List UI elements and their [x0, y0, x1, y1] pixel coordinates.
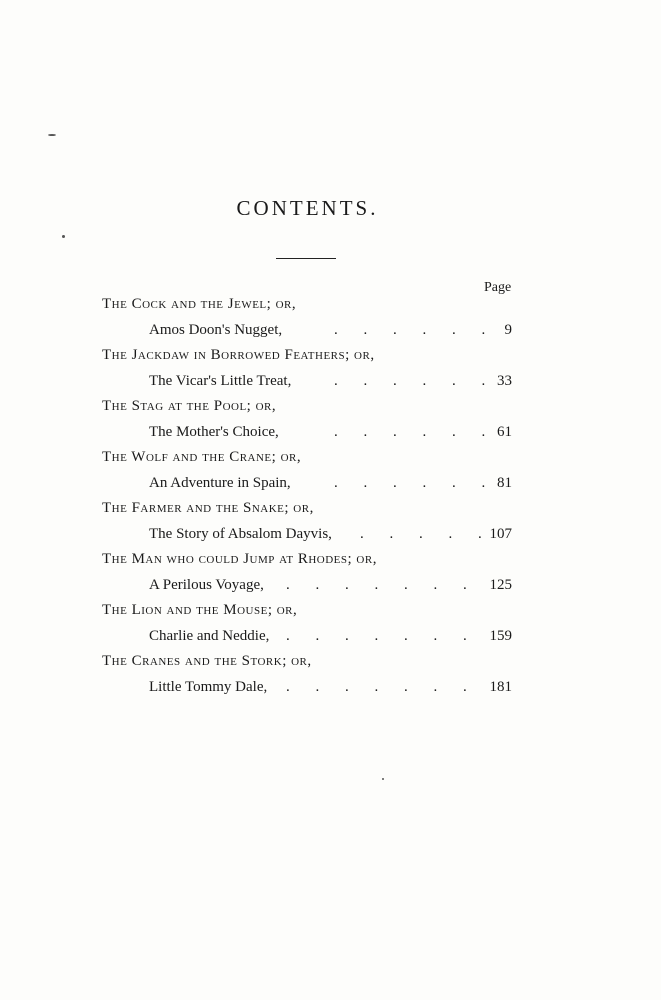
- entry-page-number: 125: [489, 577, 512, 593]
- dot-leader: . . . . . .: [334, 475, 497, 491]
- entry-subtitle: Little Tommy Dale,: [149, 679, 268, 695]
- contents-entry: [102, 394, 512, 445]
- contents-entry: [102, 343, 512, 394]
- dot-leader: . . . . . .: [334, 322, 497, 338]
- entry-page-number: 181: [489, 679, 512, 695]
- dot-leader: . . . . .: [360, 526, 493, 542]
- title-divider: [276, 258, 336, 259]
- dot-leader: . . . . . .: [334, 424, 497, 440]
- paper-speck: [62, 235, 65, 238]
- entry-title: The Farmer and the Snake; or,: [102, 500, 314, 516]
- entry-title: The Cock and the Jewel; or,: [102, 296, 297, 312]
- entry-subtitle: A Perilous Voyage,: [149, 577, 264, 593]
- entry-title: The Man who could Jump at Rhodes; or,: [102, 551, 377, 567]
- entry-subtitle-row: [102, 317, 512, 343]
- entry-title: The Lion and the Mouse; or,: [102, 602, 298, 618]
- contents-entry: [102, 445, 512, 496]
- entry-subtitle-row: [102, 470, 512, 496]
- entry-subtitle-row: [102, 521, 512, 547]
- entry-subtitle-row: [102, 572, 512, 598]
- page-column-label: Page: [484, 280, 512, 295]
- entry-subtitle-row: [102, 368, 512, 394]
- entry-subtitle: The Story of Absalom Dayvis,: [149, 526, 332, 542]
- contents-entry: [102, 547, 512, 598]
- entry-subtitle: The Vicar's Little Treat,: [149, 373, 292, 389]
- paper-speck: [382, 778, 384, 780]
- entry-page-number: 9: [504, 322, 512, 338]
- contents-entry: [102, 649, 512, 700]
- dot-leader: . . . . . . .: [286, 679, 478, 695]
- entry-page-number: 33: [497, 373, 512, 389]
- contents-entry: [102, 292, 512, 343]
- entry-subtitle-row: [102, 623, 512, 649]
- entry-subtitle: The Mother's Choice,: [149, 424, 279, 440]
- entry-subtitle-row: [102, 419, 512, 445]
- dot-leader: . . . . . .: [334, 373, 497, 389]
- contents-entry: [102, 598, 512, 649]
- entry-subtitle: An Adventure in Spain,: [149, 475, 291, 491]
- entry-subtitle: Charlie and Neddie,: [149, 628, 270, 644]
- entry-page-number: 107: [489, 526, 512, 542]
- entry-title: The Stag at the Pool; or,: [102, 398, 277, 414]
- paper-speck: [48, 134, 56, 136]
- entry-page-number: 159: [489, 628, 512, 644]
- dot-leader: . . . . . . .: [286, 577, 478, 593]
- page-title: CONTENTS.: [236, 196, 379, 220]
- entry-title: The Jackdaw in Borrowed Feathers; or,: [102, 347, 375, 363]
- contents-list: [102, 292, 512, 700]
- entry-subtitle: Amos Doon's Nugget,: [149, 322, 283, 338]
- entry-subtitle-row: [102, 674, 512, 700]
- entry-title: The Wolf and the Crane; or,: [102, 449, 302, 465]
- entry-page-number: 81: [497, 475, 512, 491]
- contents-entry: [102, 496, 512, 547]
- entry-title: The Cranes and the Stork; or,: [102, 653, 312, 669]
- dot-leader: . . . . . . .: [286, 628, 478, 644]
- entry-page-number: 61: [497, 424, 512, 440]
